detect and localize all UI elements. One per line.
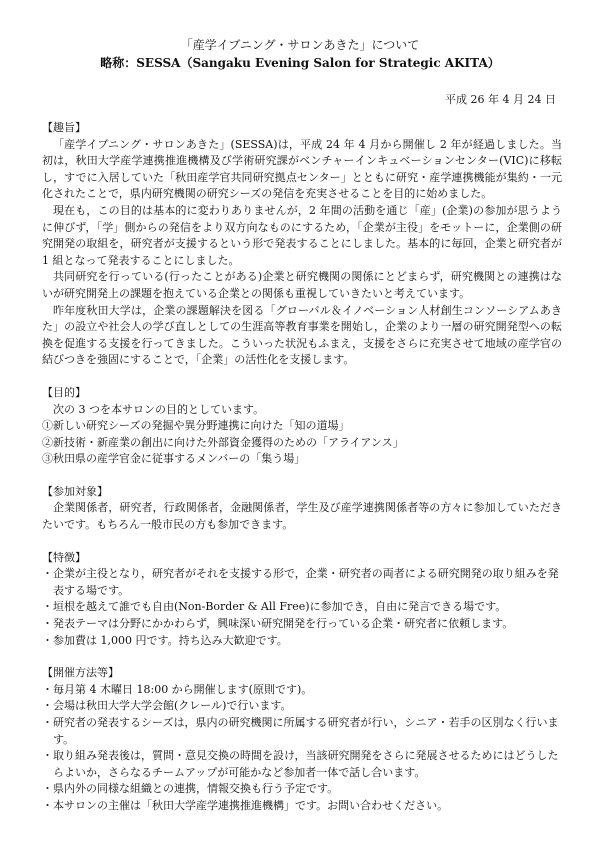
list-item: ②新技術・新産業の創出に向けた外部資金獲得のための「アライアンス」 — [42, 435, 404, 449]
summary-paragraph: 昨年度秋田大学は，企業の課題解決を図る「グローバル＆イノベーション人材創生コンソーシアムあきた」の設立や社会人の学び直しとしての生涯高等教育事業を開始し，企業のより一層の研究開発型への転換を促進する支援を行ってきました。こういった状況もふまえ，支援をさらに充実させて地域の産学官の結びつきを強固にすることで，「企業」の活性化を支援します。 — [42, 303, 562, 367]
list-item: ①新しい研究シーズの発掘や異分野連携に向けた「知の道場」 — [42, 419, 350, 433]
summary-section — [42, 120, 562, 369]
features-list — [42, 566, 562, 649]
section-heading-features: 【特徴】 — [42, 550, 86, 564]
list-item: ③秋田県の産学官金に従事するメンバーの「集う場」 — [42, 452, 306, 466]
list-item: ・企業が主役となり，研究者がそれを支援する形で，企業・研究者の両者による研究開発の取り組みを発表する場です。 — [42, 567, 559, 597]
summary-paragraph: 共同研究を行っている(行ったことがある)企業と研究機関の関係にとどまらず，研究機関との連携はないが研究開発上の課題を抱えている企業との関係も重視していきたいと考えています。 — [42, 270, 562, 300]
purpose-section — [42, 385, 562, 468]
features-section — [42, 550, 562, 650]
method-list — [42, 682, 562, 815]
list-item: ・参加費は 1,000 円です。持ち込み大歓迎です。 — [42, 633, 288, 647]
document-abbreviation: 略称：SESSA（Sangaku Evening Salon for Strategic AKITA） — [100, 56, 500, 70]
list-item: ・垣根を越えて誰でも自由(Non-Border & All Free)に参加でき，自由に発言できる場です。 — [42, 600, 507, 614]
purpose-list — [42, 418, 562, 468]
document-date: 平成 26 年 4 月 24 日 — [445, 93, 556, 106]
section-heading-purpose: 【目的】 — [42, 385, 86, 399]
section-heading-method: 【開催方法等】 — [42, 666, 119, 680]
purpose-intro: 次の 3 つを本サロンの目的としています。 — [53, 402, 265, 416]
list-item: ・発表テーマは分野にかかわらず，興味深い研究開発を行っている企業・研究者に依頼します。 — [42, 617, 514, 631]
section-heading-participants: 【参加対象】 — [42, 484, 108, 498]
method-section — [42, 665, 562, 814]
list-item: ・本サロンの主催は「秋田大学産学連携推進機構」です。お問い合わせください。 — [42, 798, 449, 812]
summary-paragraph: 現在も，この目的は基本的に変わりありませんが，2 年間の活動を通じ「産」(企業)の参加が思うように伸びず，「学」側からの発信をより双方向なものにするため，「企業が主役」をモットーに，企業側の研究開発の取組を，研究者が支援するという形で発表することにしました。基本的に毎回，企業と研究者が 1 組となって発表することにしました。 — [42, 203, 562, 267]
list-item: ・毎月第 4 木曜日 18:00 から開催します(原則です)。 — [42, 682, 313, 696]
document-title: 「産学イブニング・サロンあきた」について — [180, 38, 420, 52]
participants-section — [42, 484, 562, 534]
summary-paragraph: 「産学イブニング・サロンあきた」(SESSA)は，平成 24 年 4 月から開催し 2 年が経過しました。当初は，秋田大学産学連携推進機構及び学術研究課がベンチャーインキュベーションセンター(VIC)に移転し，すでに入居していた「秋田産学官共同研究拠点センター」とともに研究・産学連携機能が集約・一元化されたことで，県内研究機関の研究シーズの発信を充実させることを目的に始めました。 — [42, 137, 562, 201]
participants-text: 企業関係者，研究者，行政関係者，金融関係者，学生及び産学連携関係者等の方々に参加していただきたいです。もちろん一般市民の方も参加できます。 — [42, 501, 562, 532]
list-item: ・研究者の発表するシーズは，県内の研究機関に所属する研究者が行い，シニア・若手の区別なく行います。 — [42, 716, 559, 746]
list-item: ・取り組み発表後は，質問・意見交換の時間を設け，当該研究開発をさらに発展させるためにはどうしたらよいか，さらなるチームアップが可能かなど参加者一体で話し合います。 — [42, 749, 559, 779]
list-item: ・会場は秋田大学大学会館(クレール)で行います。 — [42, 699, 292, 713]
section-heading-summary: 【趣旨】 — [42, 121, 86, 134]
document-body — [42, 120, 562, 815]
list-item: ・県内外の同様な組織との連携，情報交換も行う予定です。 — [42, 782, 339, 796]
